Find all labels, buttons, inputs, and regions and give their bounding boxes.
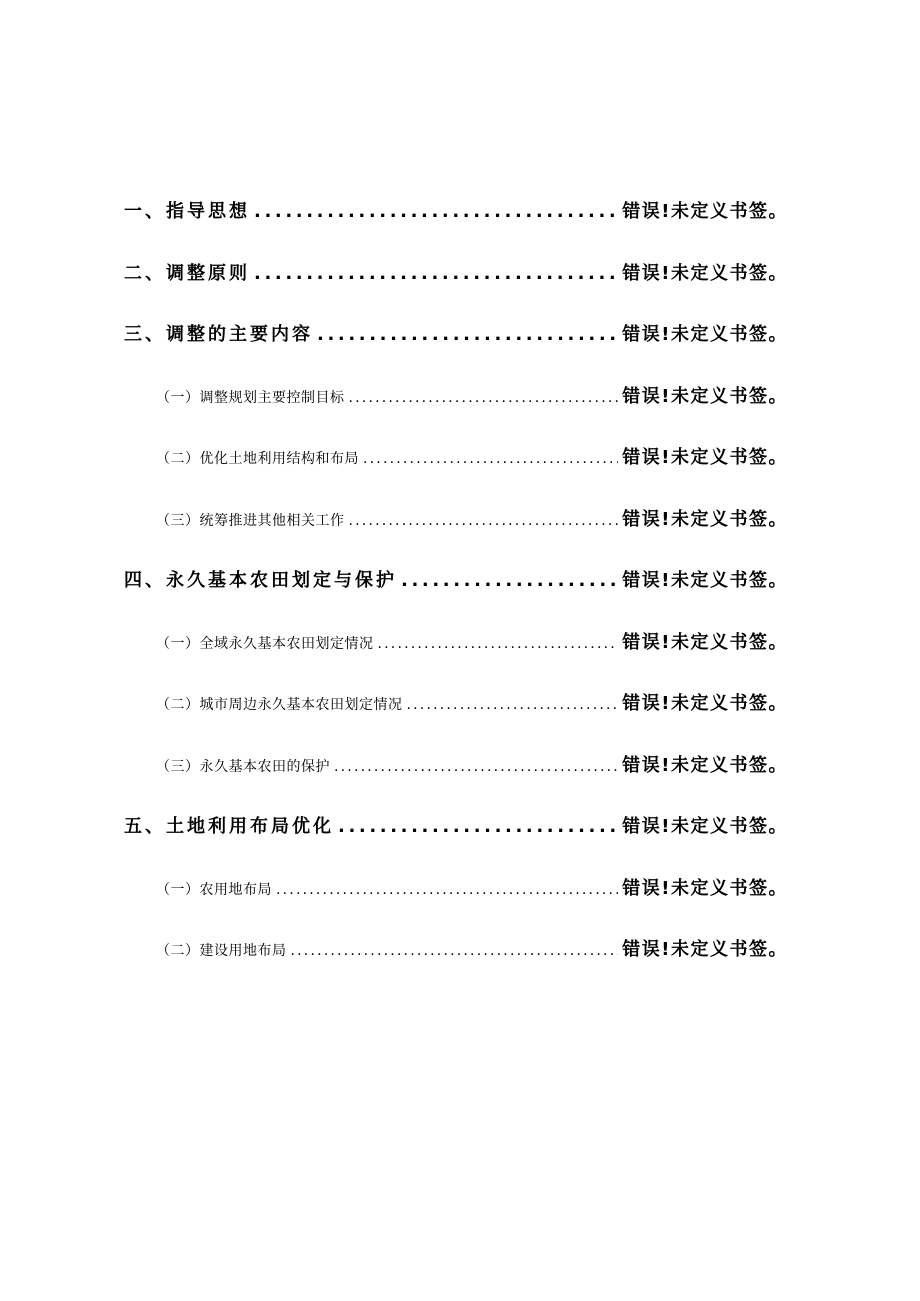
toc-entry-page-ref: 错误!未定义书签。 xyxy=(622,324,788,345)
toc-subentry-title: （一）农用地布局 xyxy=(156,881,272,898)
toc-entry-title: 五、土地利用布局优化 xyxy=(124,816,334,837)
toc-subentry-page-ref: 错误!未定义书签。 xyxy=(622,754,788,776)
toc-subentry[interactable] xyxy=(124,628,788,690)
toc-subentry[interactable] xyxy=(124,505,788,567)
toc-entry-page-ref: 错误!未定义书签。 xyxy=(622,570,788,591)
toc-dot-leader xyxy=(378,636,619,652)
table-of-contents xyxy=(124,197,788,997)
toc-subentry-title: （三）统筹推进其他相关工作 xyxy=(156,512,345,529)
toc-subentry-page-ref: 错误!未定义书签。 xyxy=(622,447,788,468)
toc-subentry[interactable] xyxy=(124,382,788,444)
toc-subentry-title: （二）建设用地布局 xyxy=(156,943,287,959)
toc-subentry-page-ref: 错误!未定义书签。 xyxy=(622,877,788,899)
toc-subentry-page-ref: 错误!未定义书签。 xyxy=(622,631,788,653)
toc-subentry-page-ref: 错误!未定义书签。 xyxy=(622,385,788,407)
toc-subentry-title: （三）永久基本农田的保护 xyxy=(156,758,330,775)
toc-dot-leader xyxy=(317,324,618,345)
toc-entry-title: 一、指导思想 xyxy=(124,201,250,222)
toc-dot-leader xyxy=(291,943,619,959)
toc-subentry-title: （一）全域永久基本农田划定情况 xyxy=(156,635,374,652)
toc-subentry[interactable] xyxy=(124,935,788,997)
toc-subentry-page-ref: 错误!未定义书签。 xyxy=(622,939,788,960)
toc-entry[interactable] xyxy=(124,812,788,874)
toc-dot-leader xyxy=(254,201,618,222)
toc-subentry[interactable] xyxy=(124,443,788,505)
toc-dot-leader xyxy=(276,882,618,898)
toc-entry-title: 三、调整的主要内容 xyxy=(124,324,313,345)
toc-dot-leader xyxy=(349,390,619,406)
toc-subentry[interactable] xyxy=(124,751,788,813)
toc-dot-leader xyxy=(401,570,618,591)
toc-entry-page-ref: 错误!未定义书签。 xyxy=(622,201,788,222)
toc-entry[interactable] xyxy=(124,320,788,382)
toc-subentry[interactable] xyxy=(124,689,788,751)
toc-subentry[interactable] xyxy=(124,874,788,936)
toc-entry[interactable] xyxy=(124,259,788,321)
toc-subentry-page-ref: 错误!未定义书签。 xyxy=(622,693,788,714)
toc-subentry-title: （二）城市周边永久基本农田划定情况 xyxy=(156,697,403,713)
toc-dot-leader xyxy=(407,697,619,713)
toc-dot-leader xyxy=(338,816,618,837)
toc-dot-leader xyxy=(349,513,619,529)
toc-dot-leader xyxy=(363,451,618,467)
toc-entry-page-ref: 错误!未定义书签。 xyxy=(622,262,788,284)
toc-entry-title: 四、永久基本农田划定与保护 xyxy=(124,570,397,591)
toc-subentry-title: （二）优化土地利用结构和布局 xyxy=(156,451,359,467)
toc-entry[interactable] xyxy=(124,197,788,259)
toc-subentry-page-ref: 错误!未定义书签。 xyxy=(622,508,788,530)
toc-entry[interactable] xyxy=(124,566,788,628)
toc-dot-leader xyxy=(254,263,618,284)
toc-subentry-title: （一）调整规划主要控制目标 xyxy=(156,389,345,406)
toc-entry-page-ref: 错误!未定义书签。 xyxy=(622,816,788,837)
toc-entry-title: 二、调整原则 xyxy=(124,262,250,284)
toc-dot-leader xyxy=(334,759,618,775)
